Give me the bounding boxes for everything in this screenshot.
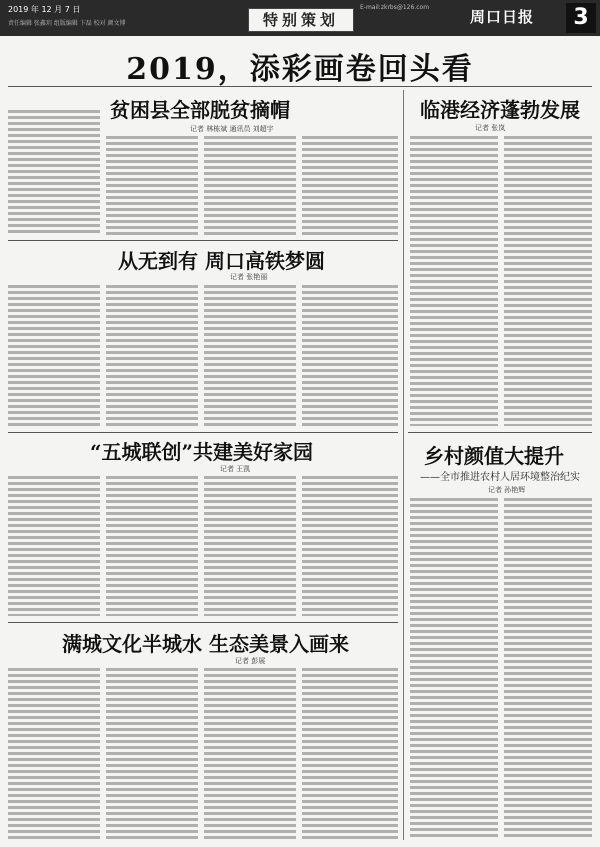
article-title-rural: 乡村颜值大提升 — [424, 444, 564, 468]
section-title: 特别策划 — [248, 8, 354, 32]
title-rule — [8, 86, 592, 87]
article-byline-port: 记者 张岚 — [475, 124, 506, 132]
page-header — [0, 0, 600, 36]
article-text-poverty-col1 — [8, 110, 100, 235]
article-text-port-col2 — [504, 136, 592, 426]
article-text-highspeed-col2 — [106, 285, 198, 427]
article-byline-culture: 记者 彭展 — [235, 657, 266, 665]
article-text-five-col4 — [302, 476, 398, 616]
editor-credits: 责任编辑 张鑫玥 组版编辑 卞磊 校对 颜文博 — [8, 20, 126, 27]
article-title-five: “五城联创”共建美好家园 — [90, 440, 314, 464]
article-title-highspeed: 从无到有 周口高铁梦圆 — [118, 249, 325, 273]
article-text-highspeed-col3 — [204, 285, 296, 427]
article-title-port: 临港经济蓬勃发展 — [420, 98, 580, 122]
article-text-five-col2 — [106, 476, 198, 616]
article-text-culture-col1 — [8, 668, 100, 840]
article-text-five-col3 — [204, 476, 296, 616]
article-text-poverty-col2 — [106, 136, 198, 235]
article-rule-4 — [408, 432, 592, 433]
article-text-highspeed-col1 — [8, 285, 100, 427]
article-title-poverty: 贫困县全部脱贫摘帽 — [110, 98, 290, 122]
article-text-rural-col2 — [504, 498, 592, 840]
article-rule-2 — [8, 432, 398, 433]
article-text-rural-col1 — [410, 498, 498, 840]
page-number: 3 — [566, 3, 596, 33]
paper-name: 周口日报 — [470, 8, 535, 26]
article-text-culture-col3 — [204, 668, 296, 840]
article-byline-highspeed: 记者 张艳丽 — [230, 273, 268, 281]
article-subtitle-rural: ——全市推进农村人居环境整治纪实 — [420, 472, 580, 483]
issue-date: 2019 年 12 月 7 日 — [8, 5, 81, 14]
article-text-culture-col4 — [302, 668, 398, 840]
article-text-port-col1 — [410, 136, 498, 426]
article-text-poverty-col4 — [302, 136, 398, 235]
main-title: 2019，添彩画卷回头看 — [126, 52, 474, 87]
article-rule-3 — [8, 622, 398, 623]
article-byline-poverty: 记者 林栋斌 通讯员 刘超宇 — [190, 125, 274, 133]
article-byline-five: 记者 王凯 — [220, 465, 251, 473]
section-divider — [403, 90, 404, 840]
article-text-five-col1 — [8, 476, 100, 616]
article-title-culture: 满城文化半城水 生态美景入画来 — [62, 632, 349, 656]
article-text-poverty-col3 — [204, 136, 296, 235]
article-text-highspeed-col4 — [302, 285, 398, 427]
article-text-culture-col2 — [106, 668, 198, 840]
article-rule-1 — [8, 240, 398, 241]
article-byline-rural: 记者 孙艳辉 — [488, 486, 526, 494]
contact-email: E-mail:zkrbs@126.com — [360, 4, 430, 11]
